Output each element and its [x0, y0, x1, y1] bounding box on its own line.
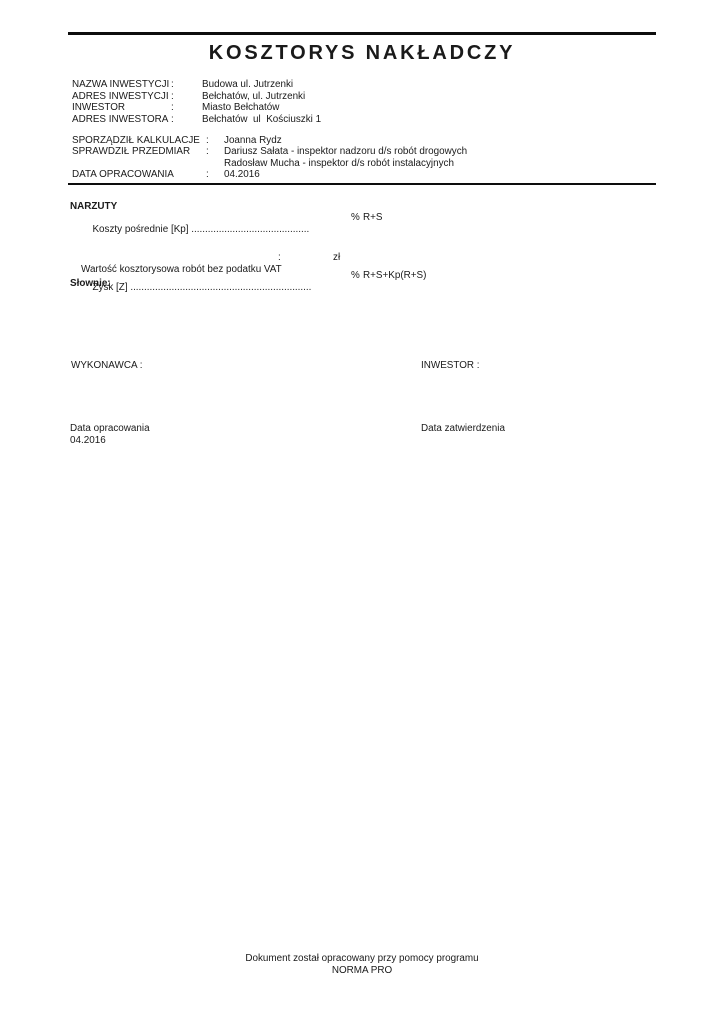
field-colon: :	[171, 90, 174, 102]
field-value: Radosław Mucha - inspektor d/s robót instalacyjnych	[224, 157, 454, 169]
slownie-label: Słownie:	[70, 278, 111, 289]
field-colon: :	[206, 134, 209, 146]
field-row-sprawdzil-continued	[72, 158, 467, 170]
percent-sign: %	[351, 212, 360, 224]
narzuty-heading: NARZUTY	[70, 200, 118, 212]
field-colon: :	[206, 169, 209, 181]
field-label: SPRAWDZIŁ PRZEDMIAR	[72, 146, 191, 158]
field-colon	[206, 158, 224, 170]
field-row-sporzadzil	[72, 135, 467, 147]
footer-program-name: NORMA PRO	[331, 964, 393, 976]
field-label: SPORZĄDZIŁ KALKULACJE	[72, 134, 200, 146]
field-colon: :	[171, 79, 174, 90]
date-prepared-value: 04.2016	[70, 434, 106, 446]
date-approved-block	[421, 423, 505, 435]
field-colon: :	[171, 102, 174, 114]
field-value: 04.2016	[224, 169, 260, 181]
field-value: Bełchatów, ul. Jutrzenki	[202, 90, 306, 102]
total-value-colon: :	[278, 252, 281, 263]
narzuty-formula: R+S	[363, 212, 383, 224]
top-rule	[68, 32, 656, 35]
footer-program-note: Dokument został opracowany przy pomocy programu	[245, 953, 479, 964]
field-row-adres-inwestycji	[72, 91, 321, 103]
field-label: ADRES INWESTORA	[72, 113, 169, 125]
footer	[0, 953, 724, 976]
field-value: Dariusz Sałata - inspektor nadzoru d/s robót drogowych	[224, 146, 468, 158]
field-value: Budowa ul. Jutrzenki	[202, 79, 294, 90]
field-label: INWESTOR	[72, 102, 126, 114]
field-value: Joanna Rydz	[224, 134, 282, 146]
field-row-adres-inwestora	[72, 114, 321, 126]
narzuty-formula: R+S+Kp(R+S)	[363, 270, 427, 282]
field-row-nazwa-inwestycji	[72, 79, 321, 91]
date-approved-label: Data zatwierdzenia	[421, 423, 505, 434]
field-label: DATA OPRACOWANIA	[72, 169, 174, 181]
field-value: Bełchatów ul Kościuszki 1	[202, 113, 322, 125]
date-prepared-label: Data opracowania	[70, 423, 150, 434]
personnel-fields-block	[72, 135, 467, 181]
percent-sign: %	[351, 270, 360, 282]
total-value-label: Wartość kosztorysowa robót bez podatku VAT	[80, 263, 282, 275]
investor-signature-label: INWESTOR :	[421, 360, 480, 371]
investment-fields-block	[72, 79, 321, 125]
date-prepared-block	[70, 423, 150, 446]
currency-label: zł	[333, 252, 341, 263]
contractor-signature-label: WYKONAWCA :	[71, 360, 143, 371]
field-row-sprawdzil	[72, 146, 467, 158]
field-row-data-opracowania	[72, 169, 467, 181]
field-colon: :	[206, 146, 209, 158]
narzuty-row-label: Koszty pośrednie [Kp] ...........................................	[92, 223, 310, 235]
field-label: NAZWA INWESTYCJI	[72, 79, 170, 90]
field-label: ADRES INWESTYCJI	[72, 90, 169, 102]
narzuty-row-label: Zysk [Z] ..................................................................	[92, 281, 312, 293]
field-colon: :	[171, 113, 174, 125]
field-value: Miasto Bełchatów	[202, 102, 280, 114]
field-label	[72, 158, 206, 170]
field-row-inwestor	[72, 102, 321, 114]
document-title: KOSZTORYS NAKŁADCZY	[208, 42, 516, 64]
section-divider-rule	[68, 183, 656, 185]
